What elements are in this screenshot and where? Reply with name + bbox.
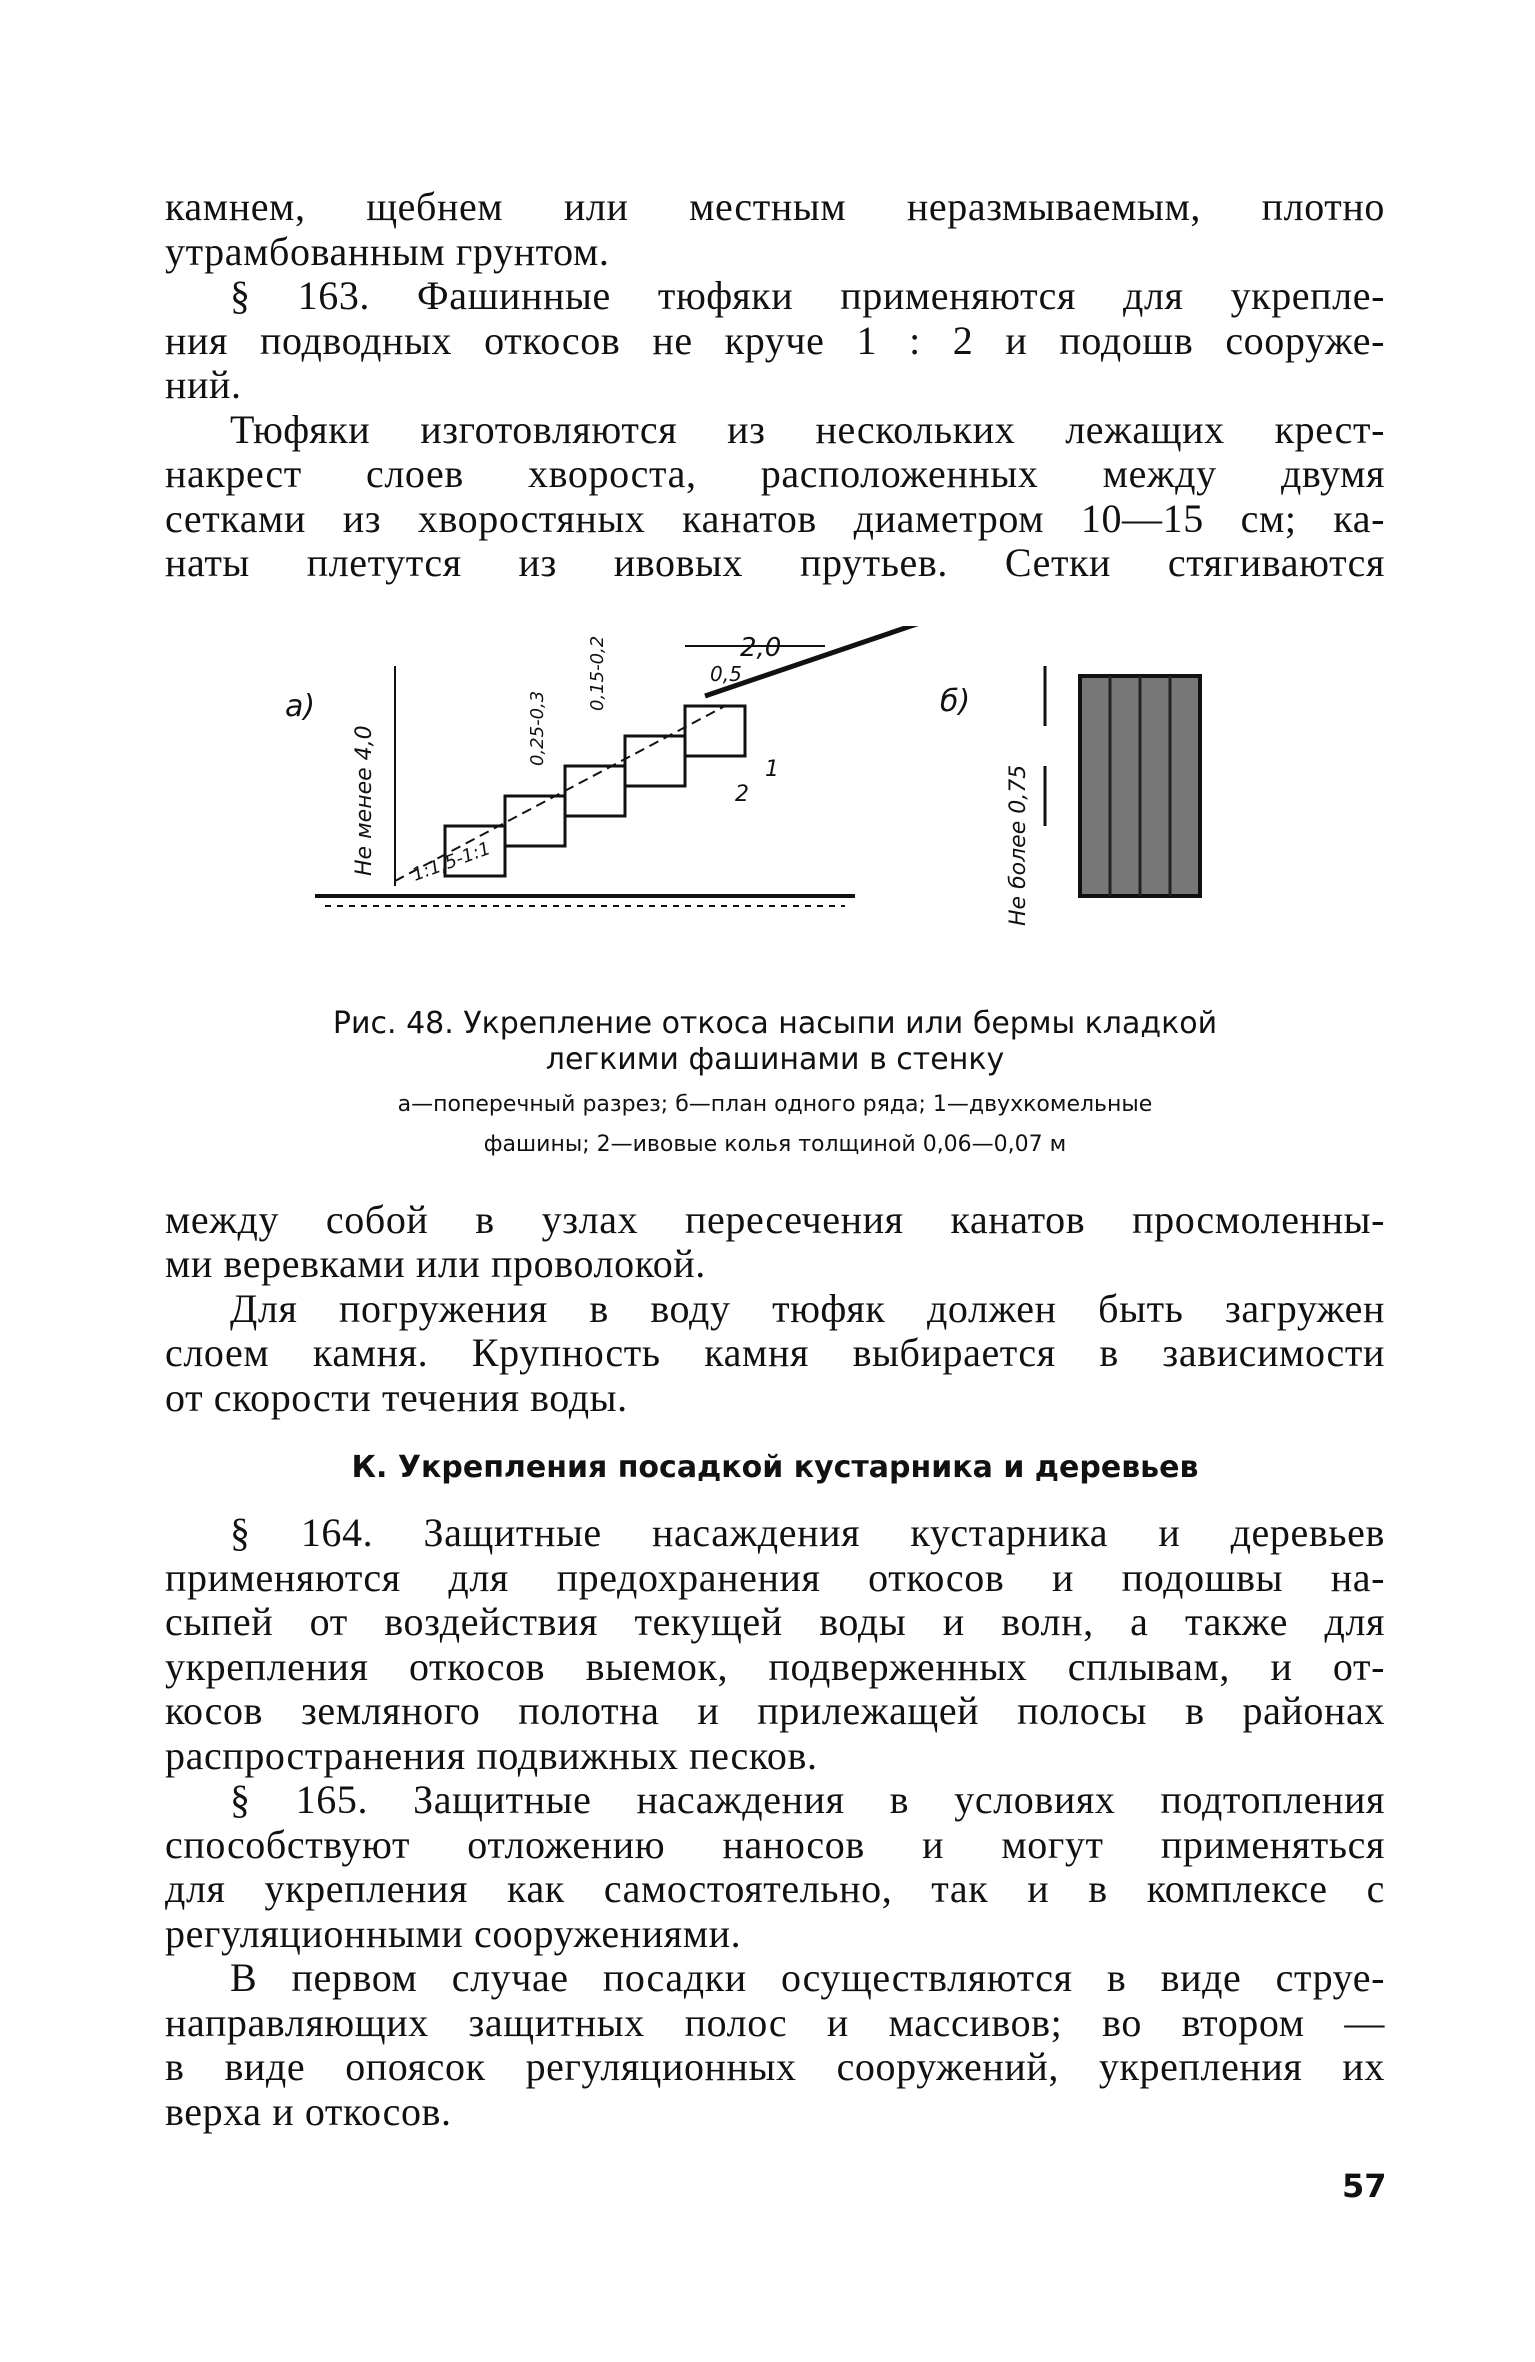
text-line: между собой в узлах пересечения канатов просмоленны- — [165, 1196, 1385, 1242]
caption-legend: а—поперечный разрез; б—план одного ряда; 1—двухкомельные — [397, 1091, 1153, 1117]
caption-legend: фашины; 2—ивовые колья толщиной 0,06—0,07 м — [483, 1131, 1067, 1157]
text-line: § 163. Фашинные тюфяки применяются для укрепле- — [230, 273, 1385, 318]
paragraph-tufyaki — [165, 408, 1385, 586]
paragraph-163 — [165, 274, 1385, 408]
text-line: § 164. Защитные насаждения кустарника и деревьев — [230, 1510, 1385, 1555]
text-line: наты плетутся из ивовых прутьев. Сетки стягиваются — [165, 540, 1385, 585]
text-line: ний. — [165, 362, 242, 407]
text-line: слоем камня. Крупность камня выбирается в зависимости — [165, 1330, 1385, 1375]
figure-caption — [165, 1006, 1385, 1158]
text-line: накрест слоев хвороста, расположенных между двумя — [165, 451, 1385, 496]
text-line: для укрепления как самостоятельно, так и в комплексе с — [165, 1866, 1385, 1911]
text-line: направляющих защитных полос и массивов; во втором — — [165, 1999, 1385, 2045]
paragraph-164 — [165, 1511, 1385, 1778]
text-line: утрамбованным грунтом. — [165, 228, 610, 274]
figure-drawing — [165, 626, 1385, 966]
text-line: § 165. Защитные насаждения в условиях подтопления — [230, 1777, 1385, 1822]
paragraph-165 — [165, 1778, 1385, 1956]
page-body — [165, 185, 1385, 2134]
text-line: распространения подвижных песков. — [165, 1732, 818, 1778]
dimension-label: 2,0 — [740, 632, 782, 663]
slope-label: 1:1,5-1:1 — [409, 837, 494, 886]
paragraph-1 — [165, 185, 1385, 274]
paragraph-first-case — [165, 1956, 1385, 2134]
text-line: камнем, щебнем или местным неразмываемым, плотно — [165, 184, 1385, 229]
page-number: 57 — [1342, 2167, 1387, 2205]
dimension-label: Не менее 4,0 — [352, 724, 377, 876]
text-line: способствуют отложению наносов и могут применяться — [165, 1821, 1385, 1867]
text-line: в виде опоясок регуляционных сооружений, укрепления их — [165, 2044, 1385, 2089]
figure-48 — [165, 626, 1385, 966]
text-line: верха и откосов. — [165, 2088, 452, 2134]
dimension-label: Не более 0,75 — [1006, 764, 1031, 926]
fascine-bundle — [565, 766, 625, 816]
figure-label-a: а) — [285, 688, 316, 724]
text-line: ния подводных откосов не круче 1 : 2 и подошв сооруже- — [165, 317, 1385, 363]
callout-label: 1 — [765, 756, 779, 782]
dimension-label: 0,25-0,3 — [527, 690, 548, 766]
text-line: укрепления откосов выемок, подверженных сплывам, и от- — [165, 1643, 1385, 1689]
dimension-label: 0,15-0,2 — [587, 635, 608, 711]
callout-label: 2 — [735, 781, 749, 807]
text-line: применяются для предохранения откосов и подошвы на- — [165, 1554, 1385, 1600]
fascine-bundle — [505, 796, 565, 846]
text-line: сыпей от воздействия текущей воды и волн, а также для — [165, 1599, 1385, 1644]
text-line: В первом случае посадки осуществляются в виде струе- — [230, 1955, 1385, 2000]
caption-title: Рис. 48. Укрепление откоса насыпи или бермы кладкой — [332, 1005, 1218, 1041]
text-line: косов земляного полотна и прилежащей полосы в районах — [165, 1688, 1385, 1733]
section-heading: К. Укрепления посадкой кустарника и деревьев — [351, 1450, 1199, 1485]
text-line: от скорости течения воды. — [165, 1374, 628, 1420]
paragraph-weight — [165, 1287, 1385, 1421]
text-line: регуляционными сооружениями. — [165, 1910, 742, 1956]
fascine-bundle — [685, 706, 745, 756]
paragraph-continued — [165, 1198, 1385, 1287]
text-line: Тюфяки изготовляются из нескольких лежащих крест- — [230, 406, 1385, 452]
plan-drawing — [940, 666, 1200, 926]
caption-title: легкими фашинами в стенку — [545, 1041, 1005, 1077]
cross-section-drawing — [285, 626, 955, 906]
text-line: ми веревками или проволокой. — [165, 1241, 706, 1286]
figure-label-b: б) — [940, 683, 971, 719]
dimension-label: 0,5 — [710, 661, 742, 686]
text-line: Для погружения в воду тюфяк должен быть загружен — [230, 1285, 1385, 1331]
text-line: сетками из хворостяных канатов диаметром 10—15 см; ка- — [165, 495, 1385, 541]
